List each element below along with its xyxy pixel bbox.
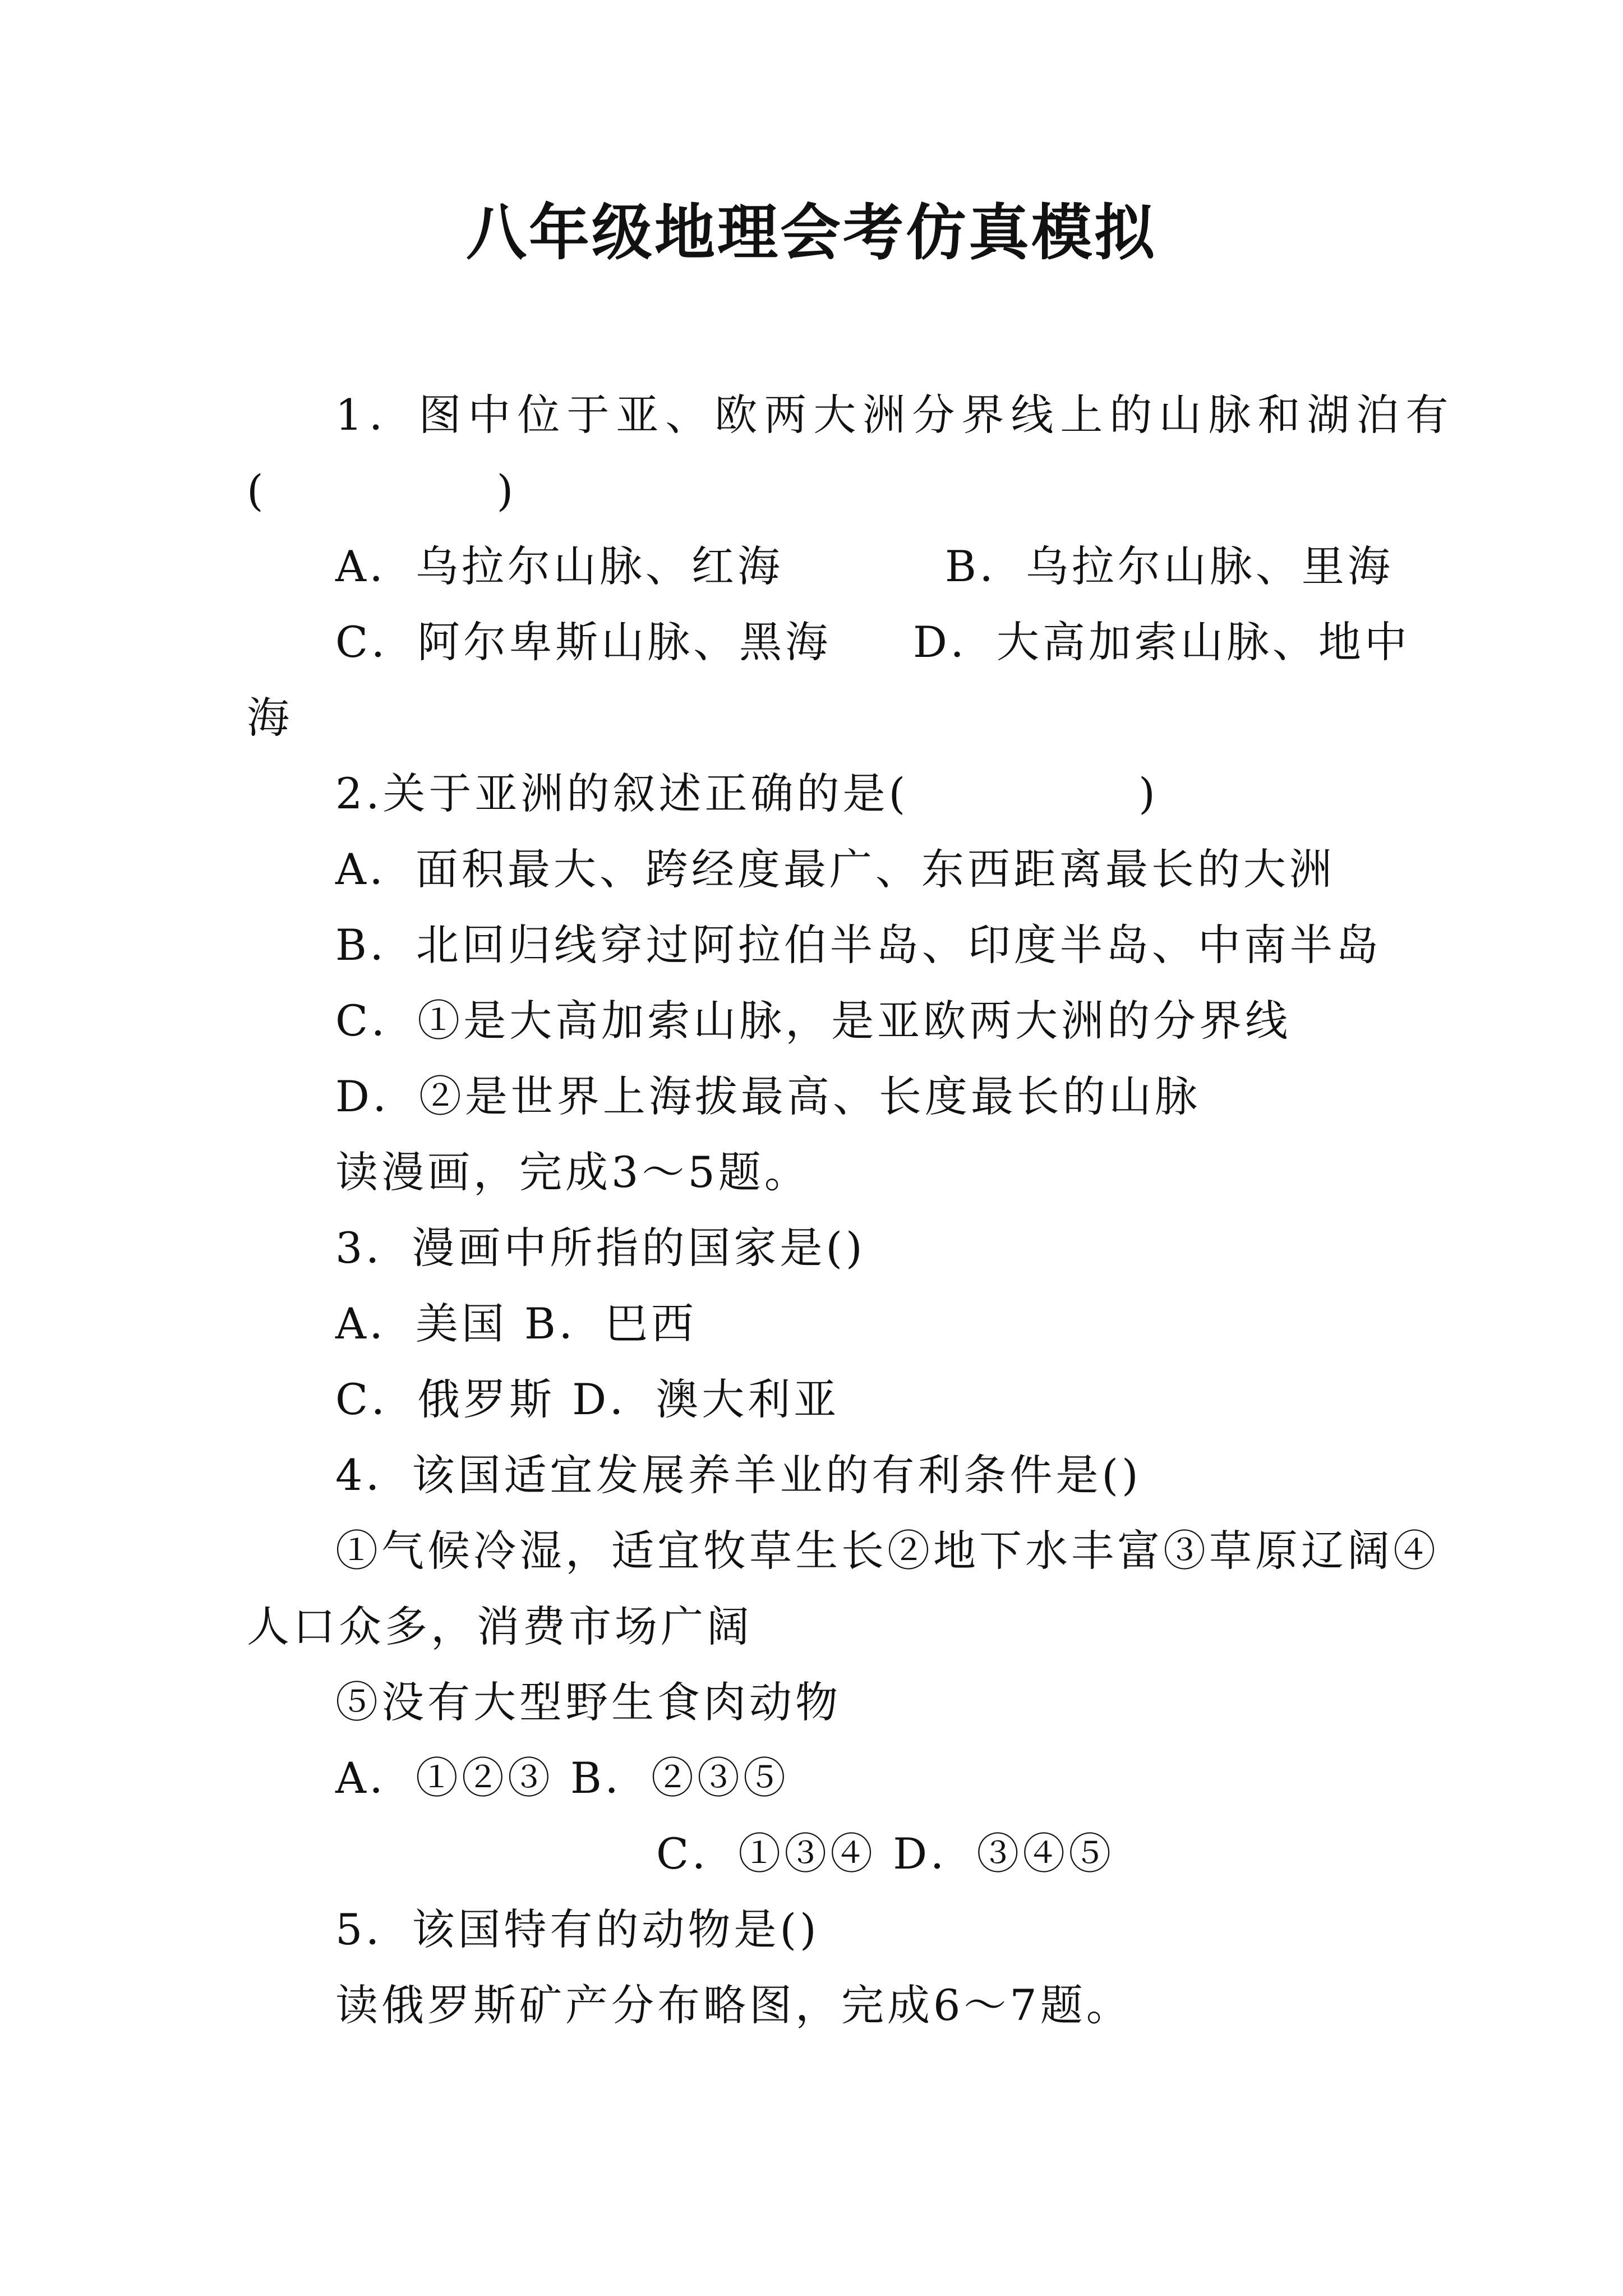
q1-stem-line2: ( ) xyxy=(247,466,517,516)
q1-option-d-wrap: 海 xyxy=(247,693,293,743)
q2-option-a: A．面积最大、跨经度最广、东西距离最长的大洲 xyxy=(335,844,1335,894)
q3-options-row2: C．俄罗斯 D．澳大利亚 xyxy=(335,1374,840,1424)
q4-options-row1: A．①②③ B．②③⑤ xyxy=(335,1753,789,1803)
q3-options-row1: A．美国 B．巴西 xyxy=(335,1299,697,1349)
q4-conditions-line1: ①气候冷湿，适宜牧草生长②地下水丰富③草原辽阔④ xyxy=(335,1526,1439,1576)
q4-conditions-line2: 人口众多，消费市场广阔 xyxy=(247,1602,753,1651)
q1-option-a: A．乌拉尔山脉、红海 xyxy=(335,541,783,591)
document-title: 八年级地理会考仿真模拟 xyxy=(465,197,1157,268)
intro-3-5: 读漫画，完成3～5题。 xyxy=(335,1147,810,1197)
q1-option-b: B．乌拉尔山脉、里海 xyxy=(945,541,1394,591)
q3-stem: 3．漫画中所指的国家是() xyxy=(335,1223,866,1273)
q4-stem: 4．该国适宜发展养羊业的有利条件是() xyxy=(335,1450,1142,1500)
q2-option-c: C．①是大高加索山脉，是亚欧两大洲的分界线 xyxy=(335,996,1292,1046)
q5-stem: 5．该国特有的动物是() xyxy=(335,1904,820,1954)
q1-option-c: C．阿尔卑斯山脉、黑海 xyxy=(335,617,832,667)
intro-6-7: 读俄罗斯矿产分布略图，完成6～7题。 xyxy=(335,1980,1132,2030)
q2-stem: 2.关于亚洲的叙述正确的是( ) xyxy=(335,769,1159,818)
q4-conditions-line3: ⑤没有大型野生食肉动物 xyxy=(335,1677,841,1727)
q1-stem-line1: 1．图中位于亚、欧两大洲分界线上的山脉和湖泊有 xyxy=(335,390,1455,440)
q1-option-d: D．大高加索山脉、地中 xyxy=(913,617,1410,667)
q2-option-d: D．②是世界上海拔最高、长度最长的山脉 xyxy=(335,1071,1201,1121)
q4-options-row2: C．①③④ D．③④⑤ xyxy=(656,1829,1115,1879)
q2-option-b: B．北回归线穿过阿拉伯半岛、印度半岛、中南半岛 xyxy=(335,920,1382,970)
